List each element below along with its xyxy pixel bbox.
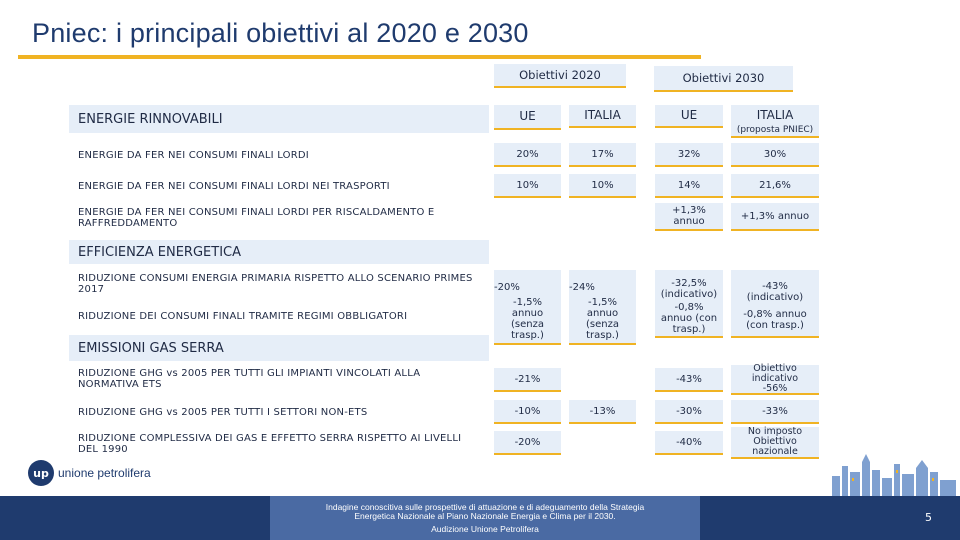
col-head-italia-2030: ITALIA bbox=[731, 105, 819, 138]
footer-line-2: Energetica Nazionale al Piano Nazionale Energia e Clima per il 2030. bbox=[354, 511, 616, 521]
cell-fer-trasporti-ue-2020: 10% bbox=[494, 174, 561, 198]
col-head-italia-2030-note: (proposta PNIEC) bbox=[736, 125, 814, 135]
cell-fer-trasporti-it-2030: 21,6% bbox=[731, 174, 819, 198]
row-label-ghg-non-ets: RIDUZIONE GHG vs 2005 PER TUTTI I SETTORI NON-ETS bbox=[78, 407, 368, 418]
cell-ghg-ets-ue-2020: -21% bbox=[494, 368, 561, 392]
title-underline bbox=[18, 55, 701, 59]
row-label-ghg-ets: RIDUZIONE GHG vs 2005 PER TUTTI GLI IMPIANTI VINCOLATI ALLA NORMATIVA ETS bbox=[78, 368, 421, 390]
row-label-ghg-1990: RIDUZIONE COMPLESSIVA DEI GAS E EFFETTO SERRA RISPETTO AI LIVELLI DEL 1990 bbox=[78, 433, 462, 455]
col-head-ue-2030: UE bbox=[655, 105, 723, 128]
cell-efficienza-it-2020-primary: -24% bbox=[569, 282, 595, 293]
logo-mark: up bbox=[28, 460, 54, 486]
logo-text: unione petrolifera bbox=[58, 466, 151, 480]
row-label-fer-riscaldamento: ENERGIE DA FER NEI CONSUMI FINALI LORDI PER RISCALDAMENTO E RAFFREDDAMENTO bbox=[78, 207, 435, 229]
cell-ghg-1990-it-2030: No imposto Obiettivo nazionale bbox=[731, 427, 819, 459]
cell-ghg-non-ets-it-2030: -33% bbox=[731, 400, 819, 424]
cell-efficienza-it-2030-secondary: -0,8% annuo (con trasp.) bbox=[743, 309, 807, 331]
row-label-fer-trasporti: ENERGIE DA FER NEI CONSUMI FINALI LORDI NEI TRASPORTI bbox=[78, 181, 390, 192]
col-head-ue-2020: UE bbox=[494, 105, 561, 130]
cell-efficienza-it-2030-primary: -43% (indicativo) bbox=[746, 281, 804, 303]
cell-efficienza-ue-2020 bbox=[494, 270, 561, 345]
cell-fer-trasporti-it-2020: 10% bbox=[569, 174, 636, 198]
city-skyline-icon bbox=[830, 452, 958, 496]
cell-efficienza-ue-2020-primary: -20% bbox=[494, 282, 520, 293]
cell-efficienza-ue-2020-secondary: -1,5% annuo (senza trasp.) bbox=[511, 297, 544, 341]
cell-efficienza-it-2020-secondary: -1,5% annuo (senza trasp.) bbox=[586, 297, 619, 341]
unione-petrolifera-logo bbox=[28, 460, 151, 486]
section-label-efficienza: EFFICIENZA ENERGETICA bbox=[78, 245, 242, 260]
footer-line-1: Indagine conoscitiva sulle prospettive di attuazione e di adeguamento della Strategia bbox=[325, 502, 645, 512]
cell-fer-consumi-ue-2020: 20% bbox=[494, 143, 561, 167]
header-obiettivi-2020: Obiettivi 2020 bbox=[494, 64, 626, 88]
cell-efficienza-it-2030 bbox=[731, 270, 819, 338]
cell-ghg-1990-ue-2020: -20% bbox=[494, 431, 561, 455]
cell-ghg-non-ets-ue-2020: -10% bbox=[494, 400, 561, 424]
page-number: 5 bbox=[925, 511, 932, 524]
cell-fer-consumi-ue-2030: 32% bbox=[655, 143, 723, 167]
section-label-emissioni: EMISSIONI GAS SERRA bbox=[78, 341, 224, 356]
cell-fer-consumi-it-2020: 17% bbox=[569, 143, 636, 167]
cell-fer-consumi-it-2030: 30% bbox=[731, 143, 819, 167]
header-obiettivi-2030: Obiettivi 2030 bbox=[654, 66, 793, 92]
cell-fer-trasporti-ue-2030: 14% bbox=[655, 174, 723, 198]
cell-efficienza-ue-2030-secondary: -0,8% annuo (con trasp.) bbox=[660, 301, 718, 335]
cell-efficienza-ue-2030-primary: -32,5% (indicativo) bbox=[660, 277, 718, 300]
row-label-fer-consumi: ENERGIE DA FER NEI CONSUMI FINALI LORDI bbox=[78, 150, 309, 161]
cell-ghg-ets-ue-2030: -43% bbox=[655, 368, 723, 392]
cell-fer-riscaldamento-ue-2030: +1,3% annuo bbox=[655, 203, 723, 231]
row-label-riduzione-primaria: RIDUZIONE CONSUMI ENERGIA PRIMARIA RISPETTO ALLO SCENARIO PRIMES 2017 bbox=[78, 273, 473, 295]
page-title: Pniec: i principali obiettivi al 2020 e 2030 bbox=[32, 18, 529, 48]
cell-fer-riscaldamento-it-2030: +1,3% annuo bbox=[731, 203, 819, 231]
cell-ghg-non-ets-it-2020: -13% bbox=[569, 400, 636, 424]
cell-efficienza-ue-2030 bbox=[655, 270, 723, 338]
col-head-italia-2020: ITALIA bbox=[569, 105, 636, 128]
row-label-riduzione-obbligatori: RIDUZIONE DEI CONSUMI FINALI TRAMITE REGIMI OBBLIGATORI bbox=[78, 311, 408, 322]
footer-line-3: Audizione Unione Petrolifera bbox=[431, 524, 539, 534]
section-label-rinnovabili: ENERGIE RINNOVABILI bbox=[78, 112, 223, 127]
cell-ghg-ets-it-2030: Obiettivo indicativo -56% bbox=[731, 365, 819, 395]
cell-ghg-non-ets-ue-2030: -30% bbox=[655, 400, 723, 424]
cell-ghg-1990-ue-2030: -40% bbox=[655, 431, 723, 455]
cell-efficienza-it-2020 bbox=[569, 270, 636, 345]
